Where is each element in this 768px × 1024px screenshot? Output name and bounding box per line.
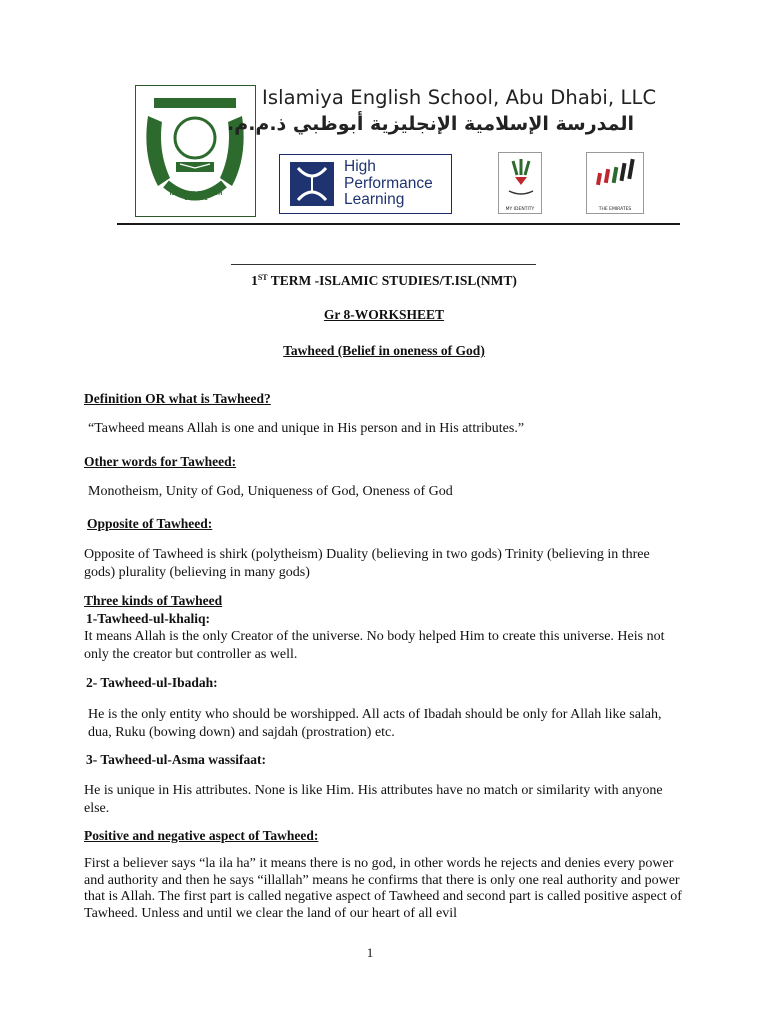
- kind1-text: It means Allah is the only Creator of the universe. No body helped Him to create this universe. Heis not only the creator but controller as well.: [84, 629, 665, 662]
- emirates-bars-icon: [587, 153, 643, 201]
- hpl-line: Learning: [344, 191, 405, 208]
- opposite-text: Opposite of Tawheed is shirk (polytheism) Duality (believing in two gods) Trinity (believing in three gods) plurality (believing in many gods): [84, 547, 650, 580]
- hpl-line: Performance: [344, 174, 433, 192]
- school-name-arabic: المدرسة الإسلامية الإنجليزية أبوظبي ذ.م.م.: [227, 113, 634, 135]
- term-number: 1: [251, 273, 258, 288]
- identity-caption: MY IDENTITY: [505, 207, 535, 212]
- definition-text: “Tawheed means Allah is one and unique in His person and in His attributes.”: [88, 421, 525, 436]
- worksheet-text: Gr 8-WORKSHEET: [323, 307, 445, 322]
- hpl-text: [344, 159, 433, 209]
- kinds-heading: Three kinds of Tawheed: [84, 593, 223, 608]
- hpl-mark-icon: [290, 162, 334, 206]
- aspect-text: First a believer says “la ila ha” it means there is no god, in other words he rejects and denies every power and authority and then he says “illallah” means he confirms that there is only one real authority and power that is Allah. The first part is called negative aspect of Tawheed and second part is called positive aspect of Tawheed. Unless and until we clear the land of our heart of all evil: [84, 856, 682, 921]
- term-title: [0, 273, 768, 289]
- my-identity-logo: [498, 152, 542, 214]
- other-words-heading: Other words for Tawheed:: [84, 454, 237, 469]
- kind3-title: 3- Tawheed-ul-Asma wassifaat:: [86, 752, 267, 767]
- header-divider: [117, 223, 680, 225]
- topic-text: Tawheed (Belief in oneness of God): [283, 343, 485, 358]
- page-number: 1: [366, 945, 374, 960]
- title-divider: [231, 264, 536, 265]
- kind2-title: 2- Tawheed-ul-Ibadah:: [86, 675, 218, 690]
- opposite-heading: Opposite of Tawheed:: [87, 516, 213, 531]
- topic-title: [0, 343, 768, 359]
- the-emirates-logo: [586, 152, 644, 214]
- definition-heading: Definition OR what is Tawheed?: [84, 391, 271, 406]
- kind3-text: He is unique in His attributes. None is like Him. His attributes have no match or similarity with anyone else.: [84, 783, 663, 816]
- aspect-heading: Positive and negative aspect of Tawheed:: [84, 828, 319, 843]
- logo-ring-text: ISLAMIYA ENGLISH SCHOOL: [169, 191, 223, 202]
- term-superscript: ST: [257, 273, 268, 282]
- emirates-caption: THE EMIRATES: [598, 207, 632, 212]
- other-words-text: Monotheism, Unity of God, Uniqueness of God, Oneness of God: [88, 484, 453, 499]
- school-name-english: Islamiya English School, Abu Dhabi, LLC: [262, 86, 657, 109]
- kind1-title: 1-Tawheed-ul-khaliq:: [86, 611, 211, 626]
- kind2-text: He is the only entity who should be worshipped. All acts of Ibadah should be only for Allah like salah, dua, Ruku (bowing down) and sajdah (prostration) etc.: [88, 707, 662, 740]
- school-logo: [135, 85, 256, 217]
- hpl-line: High: [344, 158, 376, 175]
- worksheet-title: [0, 307, 768, 323]
- term-text: TERM -ISLAMIC STUDIES/T.ISL(NMT): [267, 273, 517, 288]
- identity-emblem-icon: [499, 153, 543, 203]
- hpl-logo: [279, 154, 452, 214]
